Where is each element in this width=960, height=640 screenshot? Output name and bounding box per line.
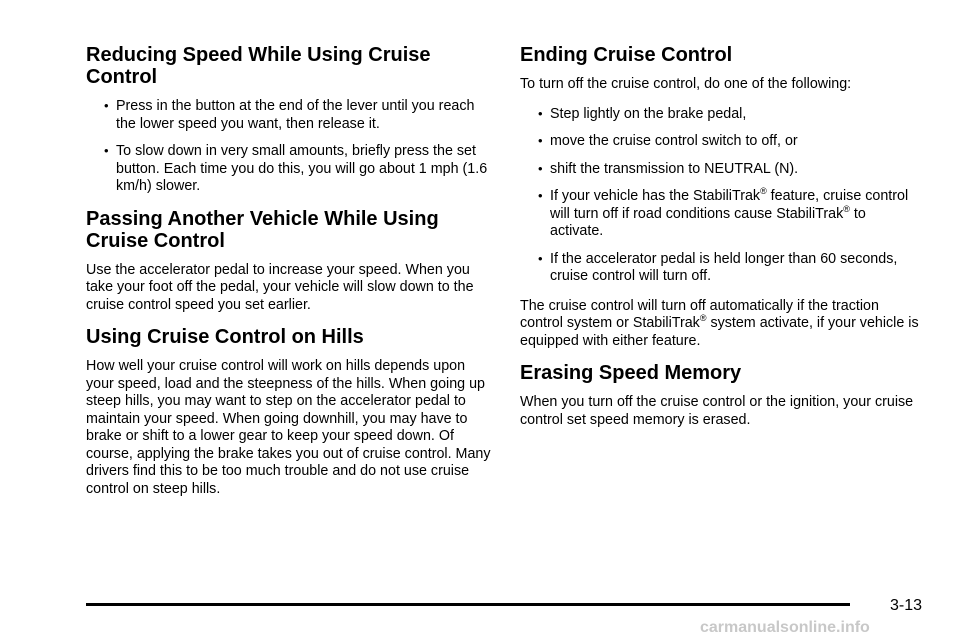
list-item-text: Press in the button at the end of the lever until you reach the lower speed you want, then release it.	[116, 98, 475, 132]
registered-mark: ®	[843, 203, 850, 214]
erasing-memory-paragraph: When you turn off the cruise control or the ignition, your cruise control set speed memory is erased.	[520, 394, 914, 428]
list-item-text: shift the transmission to NEUTRAL (N).	[550, 160, 799, 177]
cruise-hills-paragraph: How well your cruise control will work on hills depends upon your speed, load and the steepness of the hills. When going up steep hills, you may want to step on the accelerator pedal to maintain your speed. When going downhill, you may have to brake or shift to a lower gear to keep your speed down. Of course, applying the brake takes you out of cruise control. Many drivers find this to be too much trouble and do not use cruise control on steep hills.	[86, 358, 491, 497]
text-fragment: system activate, if your vehicle is equipped with either feature.	[520, 315, 919, 349]
list-item-text: Step lightly on the brake pedal,	[550, 105, 747, 122]
list-item-text: If the accelerator pedal is held longer than 60 seconds, cruise control will turn off.	[550, 250, 898, 284]
registered-mark: ®	[760, 186, 767, 197]
text-fragment: feature, cruise control will turn off if road conditions cause StabiliTrak	[550, 188, 909, 222]
list-item	[86, 143, 492, 196]
registered-mark: ®	[699, 313, 707, 324]
bullet-icon: •	[538, 133, 543, 148]
heading-passing-vehicle: Passing Another Vehicle While Using Cruise Control	[86, 207, 439, 252]
page-number: 3-13	[890, 597, 923, 614]
bullet-icon: •	[538, 105, 543, 121]
heading-ending-cruise: Ending Cruise Control	[520, 44, 733, 66]
heading-reducing-speed: Reducing Speed While Using Cruise Control	[86, 44, 431, 88]
list-item-text: To slow down in very small amounts, briefly press the set button. Each time you do this, you will go about 1 mph (1.6 km/h) slower.	[116, 143, 488, 194]
reducing-speed-list	[86, 98, 492, 196]
list-item-text	[550, 188, 908, 239]
list-item	[520, 251, 920, 286]
left-column	[86, 44, 492, 510]
list-item	[520, 133, 920, 151]
heading-erasing-memory: Erasing Speed Memory	[520, 362, 742, 384]
bullet-icon: •	[538, 188, 543, 203]
ending-cruise-intro: To turn off the cruise control, do one of the following:	[520, 76, 852, 92]
bullet-icon: •	[104, 143, 109, 158]
text-fragment: If your vehicle has the StabiliTrak	[550, 188, 761, 204]
ending-cruise-list	[520, 106, 920, 286]
bullet-icon: •	[104, 98, 109, 113]
list-item-text: move the cruise control switch to off, or	[550, 133, 798, 149]
text-fragment: to activate.	[550, 205, 866, 239]
list-item	[520, 161, 920, 179]
list-item	[520, 106, 920, 124]
auto-off-paragraph	[520, 298, 920, 351]
footer-rule	[86, 603, 850, 606]
bullet-icon: •	[538, 250, 543, 266]
passing-vehicle-paragraph: Use the accelerator pedal to increase your speed. When you take your foot off the pedal, your vehicle will slow down to the cruise control speed you set earlier.	[86, 261, 474, 313]
list-item	[86, 98, 492, 133]
list-item	[520, 188, 920, 241]
watermark: carmanualsonline.info	[700, 619, 870, 636]
text-fragment: The cruise control will turn off automatically if the traction control system or StabiliTrak	[520, 297, 879, 331]
right-column	[520, 44, 920, 441]
heading-cruise-hills: Using Cruise Control on Hills	[86, 326, 364, 348]
bullet-icon: •	[538, 160, 543, 176]
